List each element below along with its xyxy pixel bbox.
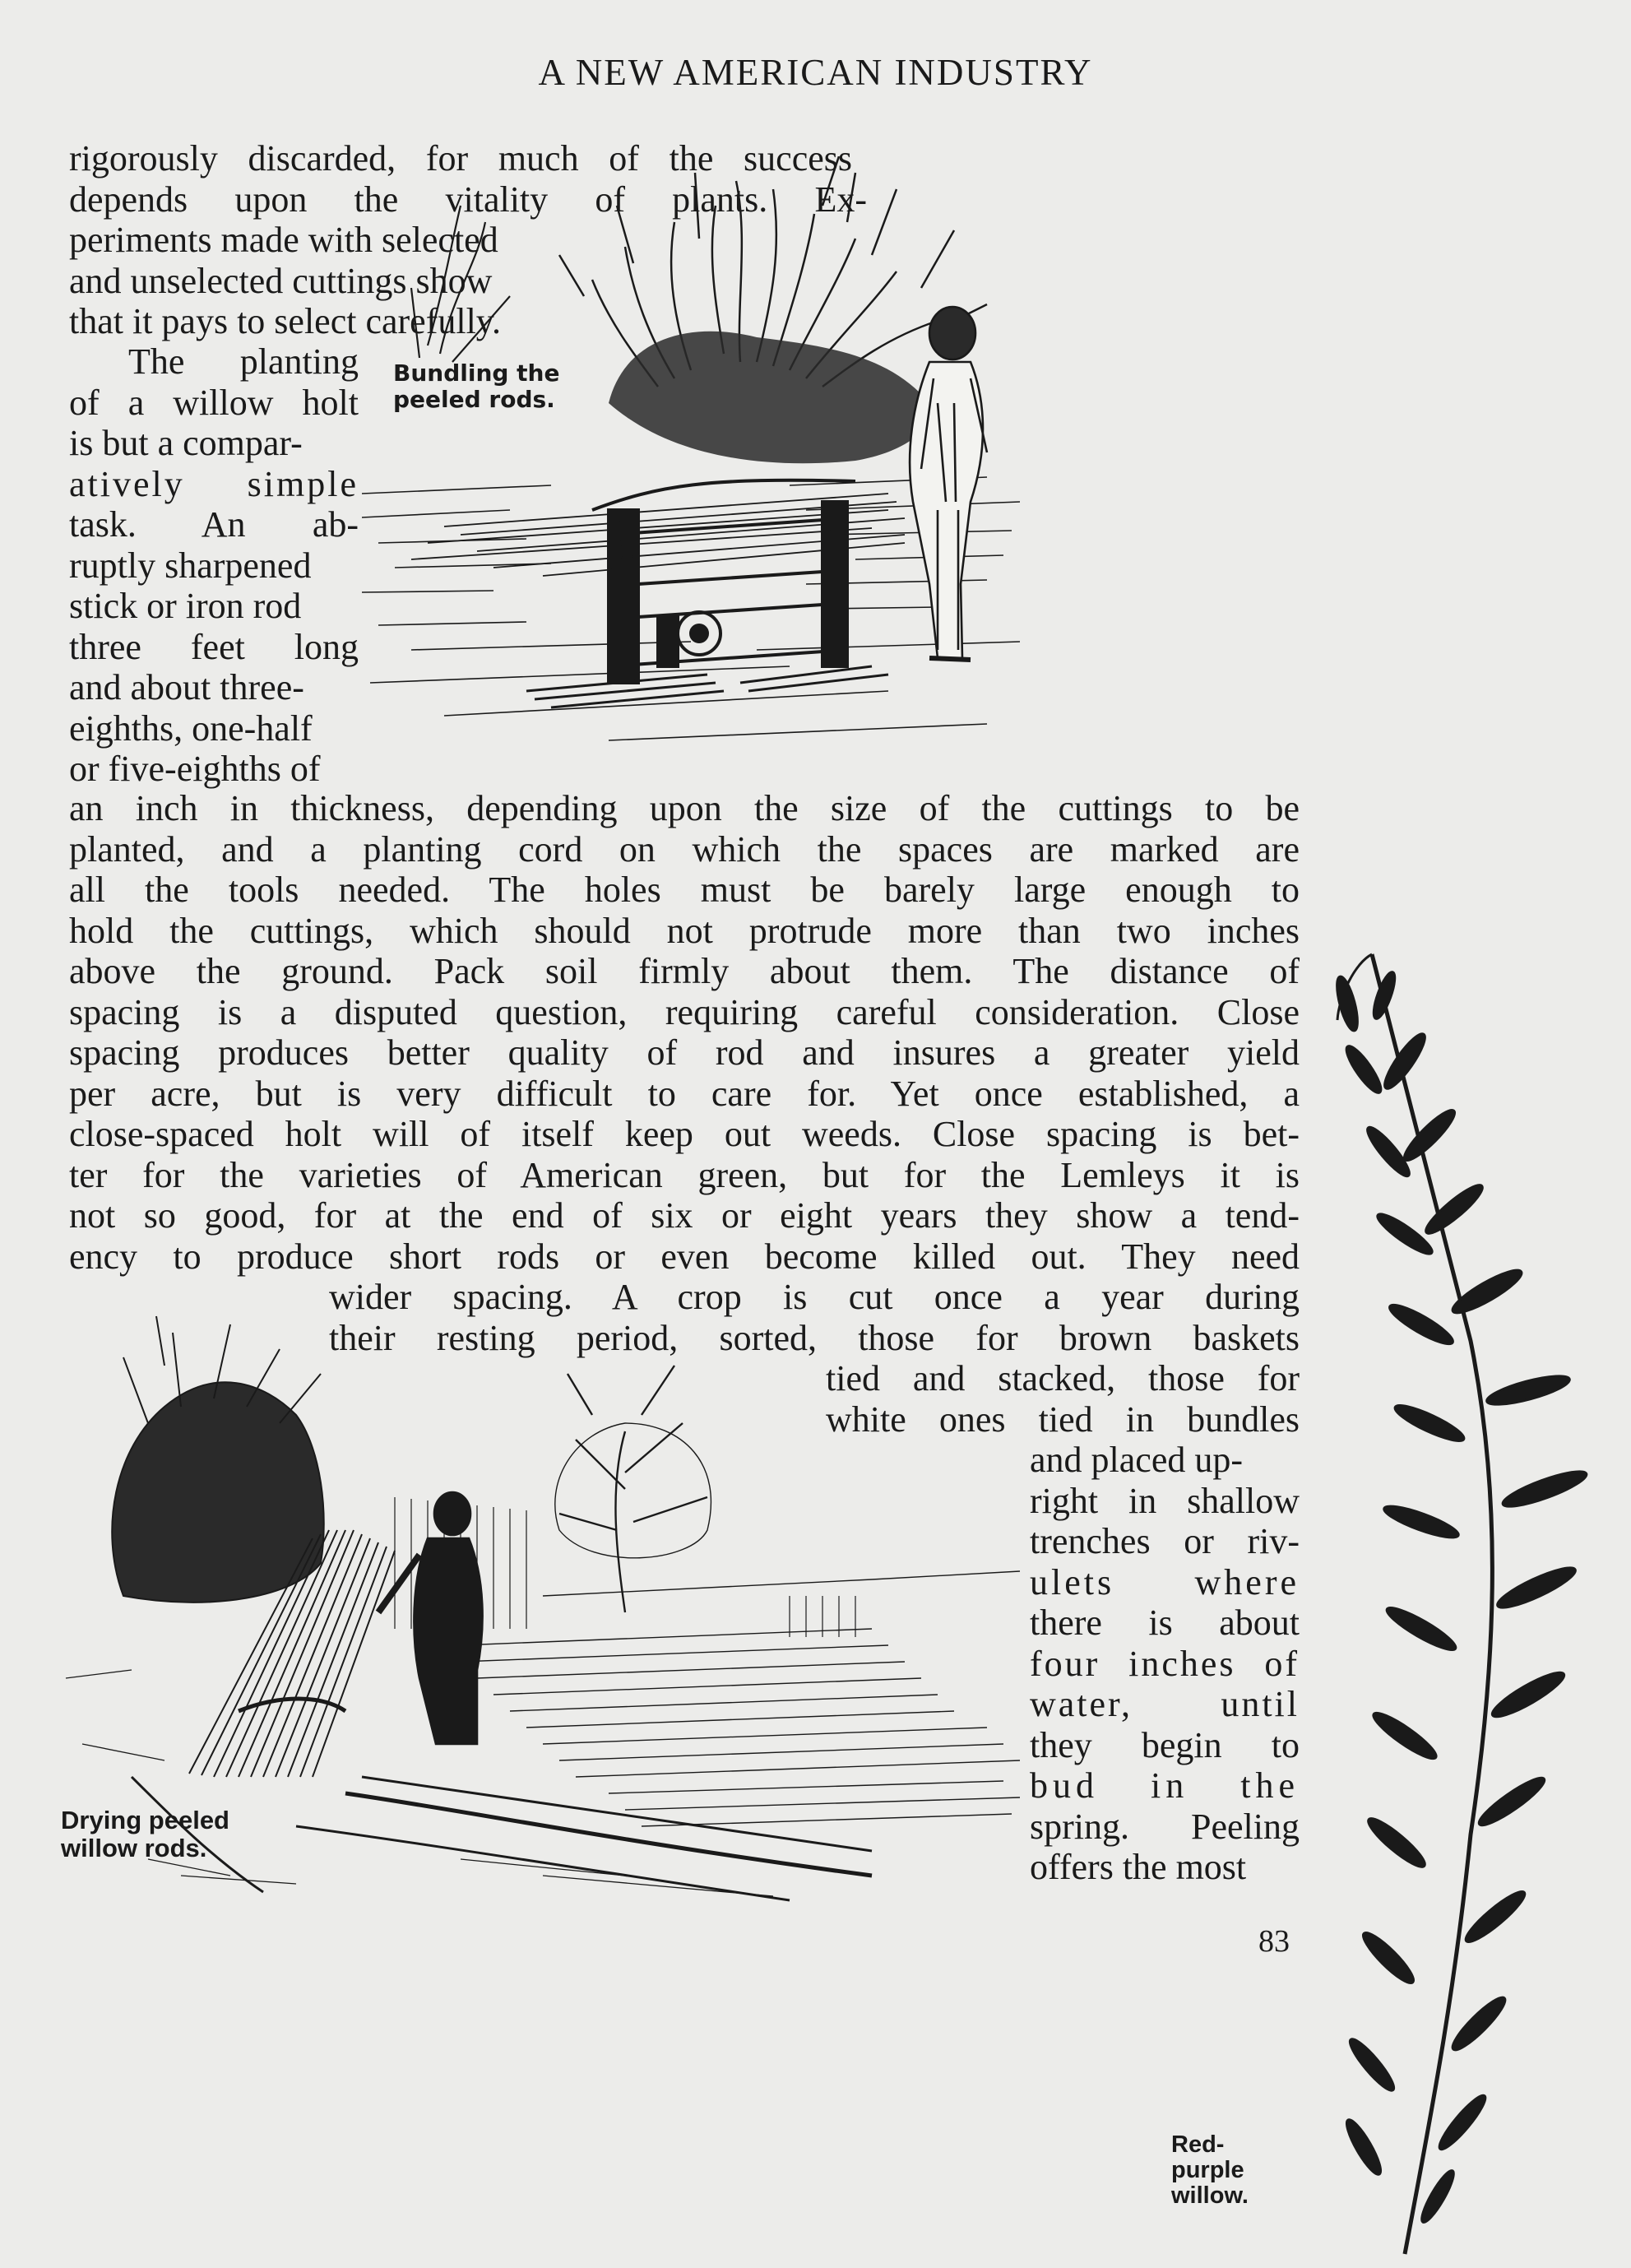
text-line: planted, and a planting cord on which the spaces are marked are (69, 828, 1300, 870)
text-line: depends upon the vitality of plants. Ex- (69, 179, 867, 220)
text-line: above the ground. Pack soil firmly about them. The distance of (69, 951, 1300, 991)
text-line: The planting (128, 341, 359, 382)
text-line: and about three- (69, 667, 304, 707)
text-line: task. An ab- (69, 504, 359, 545)
text-line: four inches of (1030, 1643, 1300, 1684)
running-header: A NEW AMERICAN INDUSTRY (538, 52, 1093, 93)
text-line: spacing is a disputed question, requiring careful consideration. Close (69, 991, 1300, 1032)
page-number: 83 (1258, 1924, 1290, 1959)
text-line: white ones tied in bundles (826, 1398, 1300, 1440)
text-line: stick or iron rod (69, 586, 302, 626)
text-line: rigorously discarded, for much of the success (69, 138, 852, 179)
text-line: and unselected cuttings show (69, 260, 493, 301)
text-line: close-spaced holt will of itself keep out weeds. Close spacing is bet- (69, 1114, 1300, 1154)
caption-line: willow. (1171, 2182, 1249, 2209)
caption-line: purple (1171, 2157, 1244, 2183)
text-line: of a willow holt (69, 382, 359, 423)
caption-line: Bundling the (393, 359, 560, 387)
text-line: bud in the (1030, 1765, 1300, 1806)
caption-line: Drying peeled (61, 1806, 229, 1834)
text-line: three feet long (69, 626, 359, 667)
text-line: not so good, for at the end of six or eight years they show a tend- (69, 1195, 1300, 1236)
text-line: water, until (1030, 1684, 1300, 1724)
text-line: spring. Peeling (1030, 1806, 1300, 1847)
text-line: all the tools needed. The holes must be barely large enough to (69, 870, 1300, 910)
paragraph-full (69, 788, 1300, 1277)
text-line: an inch in thickness, depending upon the size of the cuttings to be (69, 788, 1300, 828)
text-line: ency to produce short rods or even become killed out. They need (69, 1236, 1300, 1277)
paragraph-narrow (69, 341, 359, 790)
text-line: trenches or riv- (1030, 1521, 1300, 1561)
text-line: ulets where (1030, 1561, 1300, 1602)
text-line: and placed up- (1030, 1440, 1243, 1480)
text-line: spacing produces better quality of rod and insures a greater yield (69, 1032, 1300, 1073)
text-line: atively simple (69, 463, 359, 504)
text-line: they begin to (1030, 1724, 1300, 1765)
text-line: or five-eighths of (69, 749, 321, 789)
drying-illustration (49, 1283, 1028, 1909)
text-line: offers the most (1030, 1847, 1247, 1887)
text-line: per acre, but is very difficult to care for. Yet once established, a (69, 1073, 1300, 1114)
text-line: right in shallow (1030, 1480, 1300, 1521)
text-line: eighths, one-half (69, 707, 313, 749)
text-line: hold the cuttings, which should not protrude more than two inches (69, 910, 1300, 951)
text-line: their resting period, sorted, those for brown baskets (329, 1317, 1300, 1358)
text-line: ter for the varieties of American green, but for the Lemleys it is (69, 1154, 1300, 1195)
caption-line: willow rods. (61, 1834, 207, 1862)
caption-willow (1171, 2132, 1249, 2209)
text-line: there is about (1030, 1602, 1300, 1643)
bundling-illustration (362, 156, 1332, 765)
caption-line: Red- (1171, 2131, 1225, 2158)
caption-line: peeled rods. (393, 386, 555, 413)
text-line: that it pays to select carefully. (69, 301, 501, 341)
text-line: is but a compar- (69, 423, 303, 463)
text-line: ruptly sharpened (69, 545, 312, 586)
text-line: periments made with selected (69, 220, 498, 260)
willow-branch-illustration (1306, 930, 1627, 2262)
text-line: tied and stacked, those for (826, 1358, 1300, 1398)
paragraph-right (1030, 1440, 1300, 1888)
text-line: wider spacing. A crop is cut once a year during (329, 1277, 1300, 1317)
